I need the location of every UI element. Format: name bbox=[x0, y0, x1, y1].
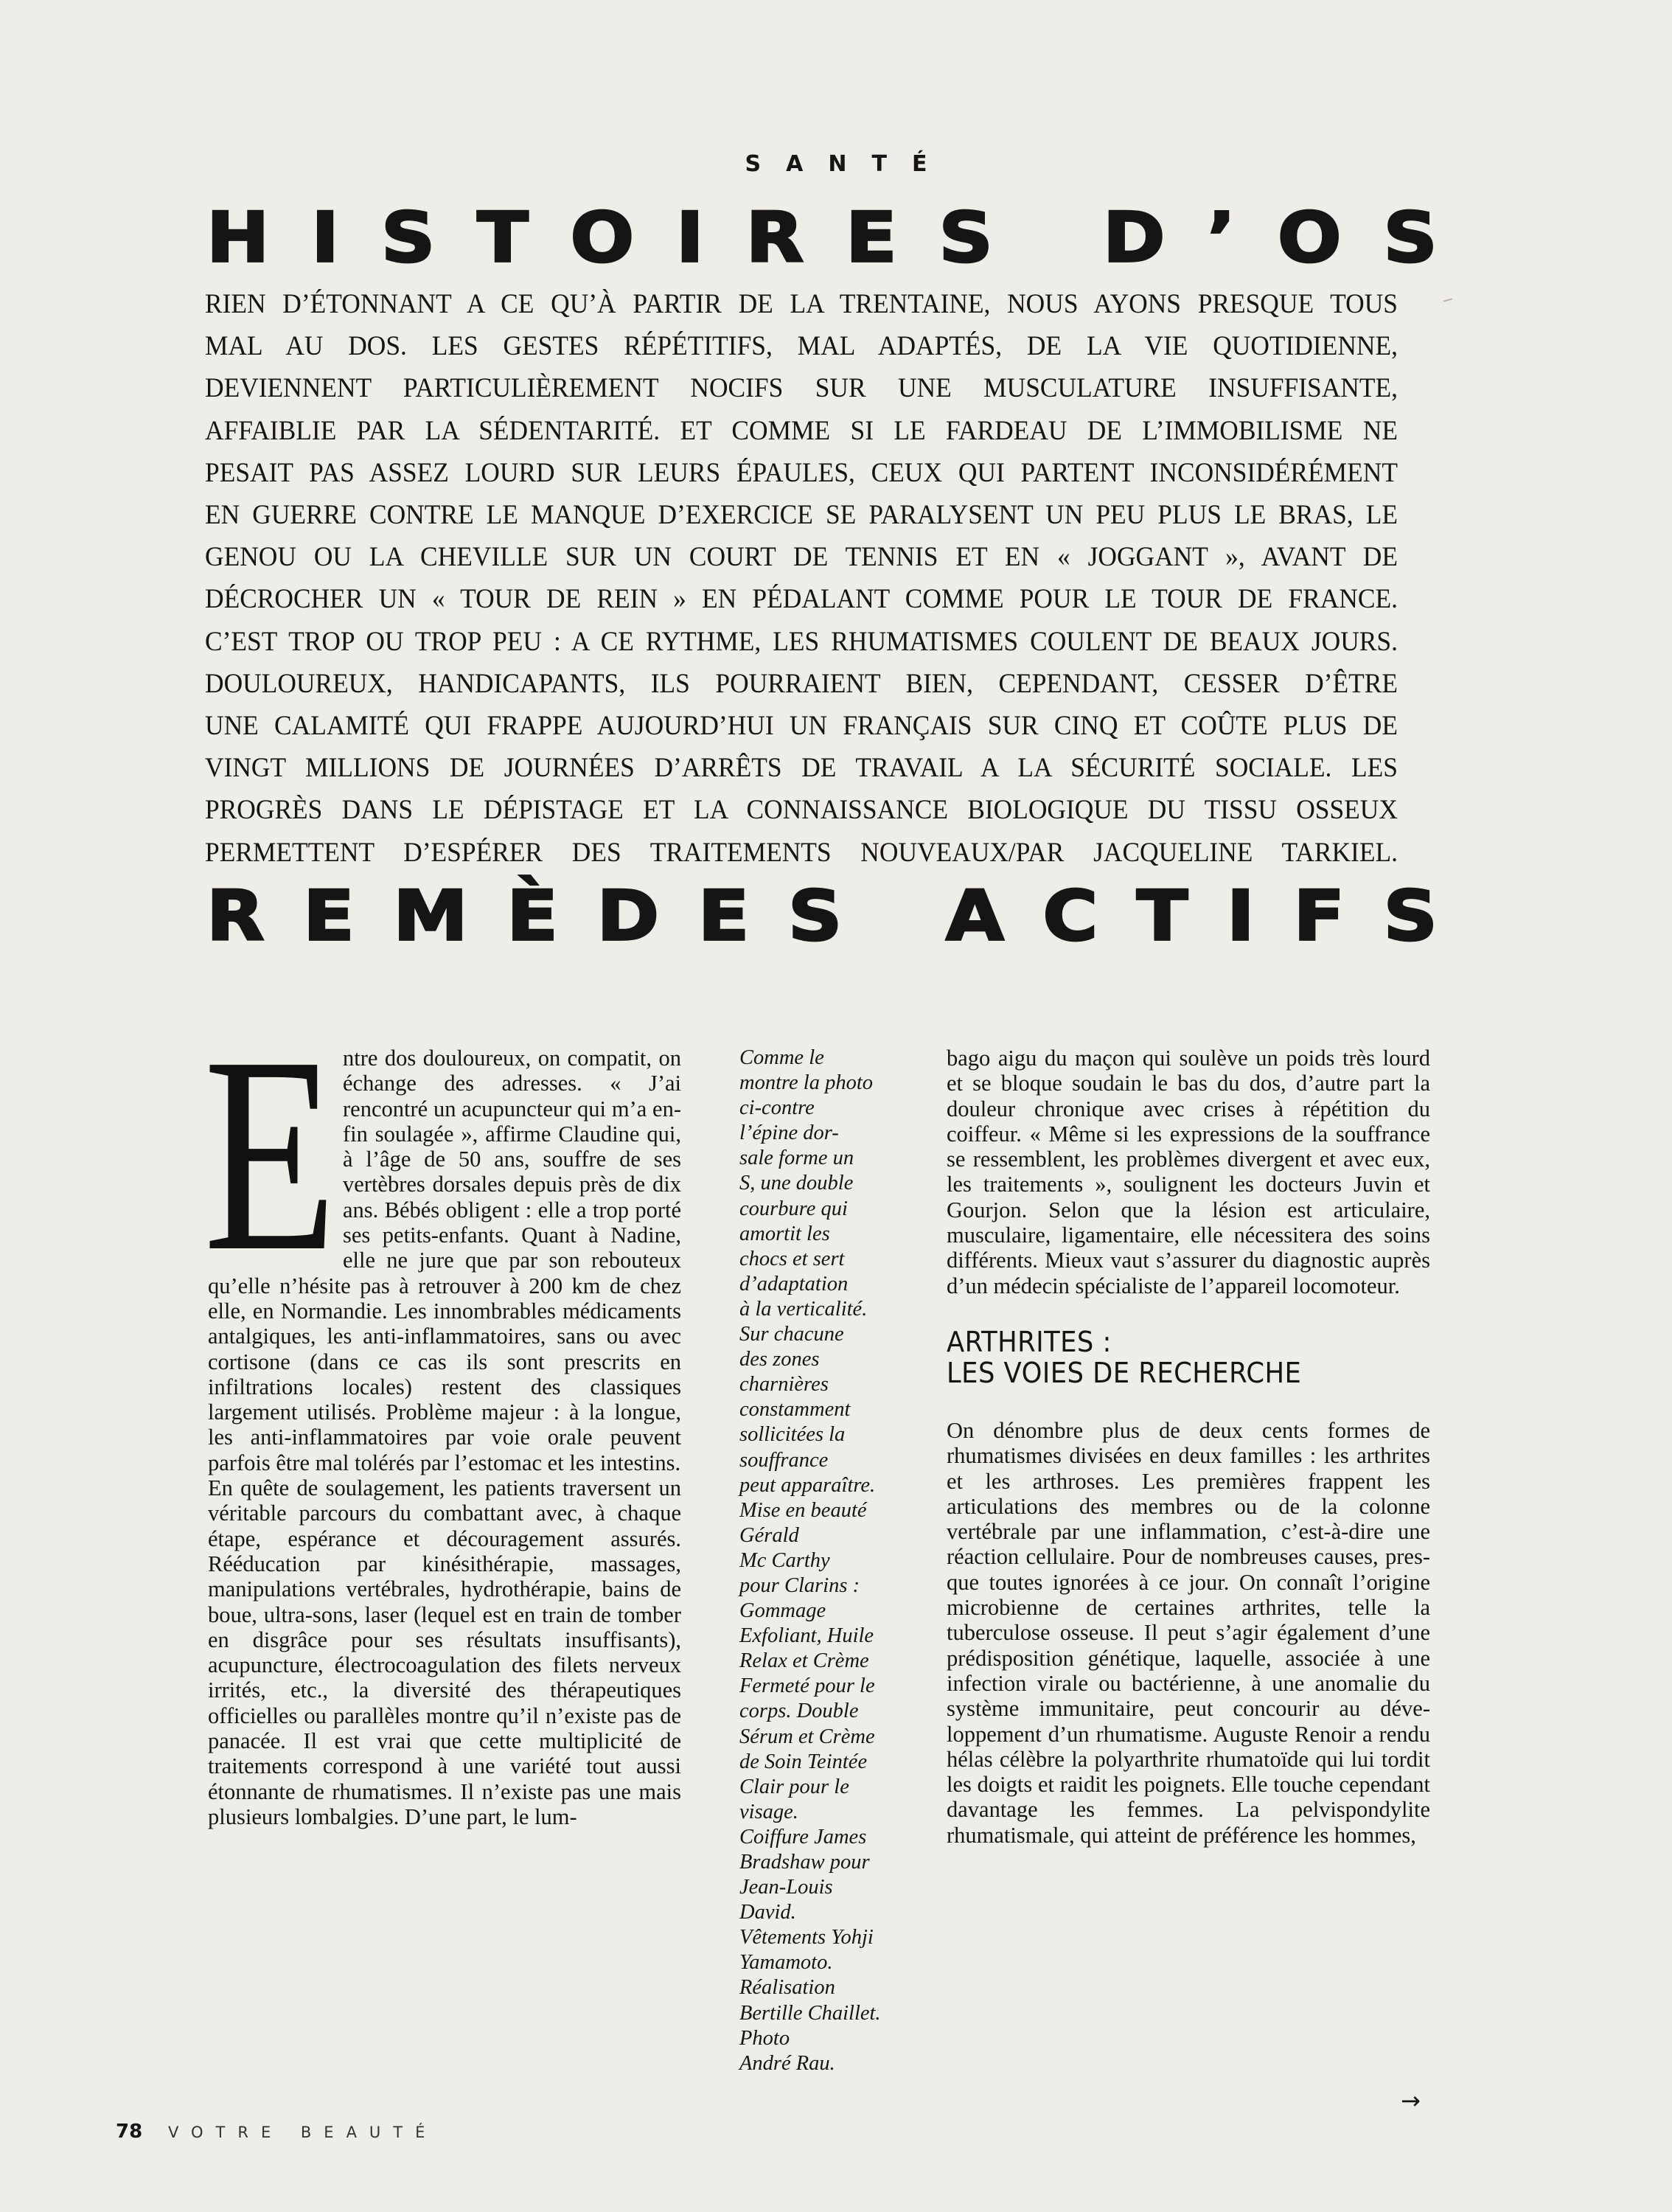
standfirst-line: PESAIT PAS ASSEZ LOURD SUR LEURS ÉPAULES, CEUX QUI PARTENT INCONSIDÉRÉMENT bbox=[205, 456, 1398, 487]
caption-line: Sérum et Crème bbox=[739, 1725, 875, 1748]
caption-line: charnières bbox=[739, 1373, 829, 1397]
title-letter: D bbox=[1102, 197, 1166, 279]
caption-line: corps. Double bbox=[739, 1700, 859, 1723]
title-letter: E bbox=[697, 875, 750, 957]
drop-cap: E bbox=[203, 999, 338, 1310]
title-letter: M bbox=[393, 875, 468, 957]
standfirst-line: RIEN D’ÉTONNANT A CE QU’À PARTIR DE LA TRENTAINE, NOUS AYONS PRESQUE TOUS bbox=[205, 288, 1398, 319]
caption-line: Sur chacune bbox=[739, 1323, 844, 1346]
title-letter: D bbox=[596, 875, 660, 957]
title-space bbox=[881, 879, 908, 953]
photo-caption bbox=[739, 1046, 913, 2076]
caption-line: Mise en beauté bbox=[739, 1498, 867, 1522]
title-letter: S bbox=[380, 197, 436, 279]
title-letter: F bbox=[1293, 875, 1345, 957]
title-letter: R bbox=[206, 875, 265, 957]
title-letter: T bbox=[477, 197, 529, 279]
section-rubric: SANTÉ bbox=[745, 151, 952, 177]
caption-line: d’adaptation bbox=[739, 1272, 849, 1295]
standfirst-line: GENOU OU LA CHEVILLE SUR UN COURT DE TENNIS ET EN « JOGGANT », AVANT DE bbox=[205, 541, 1398, 572]
standfirst-line: UNE CALAMITÉ QUI FRAPPE AUJOURD’HUI UN FRANÇAIS SUR CINQ ET COÛTE PLUS DE bbox=[205, 710, 1398, 741]
caption-line: Exfoliant, Huile bbox=[739, 1624, 874, 1648]
title-letter: E bbox=[845, 197, 897, 279]
title-letter: ’ bbox=[1207, 197, 1236, 279]
title-letter: I bbox=[311, 197, 340, 279]
title-letter: C bbox=[1042, 875, 1098, 957]
caption-line: Bradshaw pour bbox=[739, 1851, 870, 1874]
second-title bbox=[206, 875, 1438, 957]
standfirst-line: PROGRÈS DANS LE DÉPISTAGE ET LA CONNAISSANCE BIOLOGIQUE DU TISSU OSSEUX bbox=[205, 794, 1398, 825]
page-number: 78 bbox=[116, 2121, 143, 2143]
title-letter: H bbox=[206, 197, 270, 279]
title-letter: E bbox=[303, 875, 355, 957]
caption-line: Vêtements Yohji bbox=[739, 1926, 874, 1950]
caption-line: sollicitées la bbox=[739, 1423, 846, 1447]
caption-line: l’épine dor- bbox=[739, 1121, 839, 1145]
caption-line: montre la photo bbox=[739, 1071, 874, 1095]
caption-line: Bertille Chaillet. bbox=[739, 2001, 881, 2025]
standfirst bbox=[205, 282, 1398, 873]
title-letter: I bbox=[1226, 875, 1255, 957]
article-column-1 bbox=[203, 999, 681, 1829]
title-letter: S bbox=[938, 197, 993, 279]
caption-line: S, une double bbox=[739, 1172, 854, 1195]
standfirst-line: MAL AU DOS. LES GESTES RÉPÉTITIFS, MAL ADAPTÉS, DE LA VIE QUOTIDIENNE, bbox=[205, 330, 1398, 361]
title-letter: S bbox=[787, 875, 843, 957]
margin-mark bbox=[1443, 298, 1452, 302]
standfirst-line: VINGT MILLIONS DE JOURNÉES D’ARRÊTS DE TRAVAIL A LA SÉCURITÉ SOCIALE. LES bbox=[205, 752, 1398, 783]
title-letter: A bbox=[945, 875, 1004, 957]
caption-line: Gommage bbox=[739, 1599, 826, 1623]
standfirst-line: DEVIENNENT PARTICULIÈREMENT NOCIFS SUR UNE MUSCULATURE INSUFFISANTE, bbox=[205, 372, 1398, 403]
paragraph: bago aigu du maçon qui soulève un poids très lourd et se bloque soudain le bas du dos, d’autre part la douleur chronique avec crises à répétition du coiffeur. « Même si les expressions de la souffrance se ressemblent, les problèmes divergent et avec eux, les traitements », soulignent les docteurs Juvin et Gourjon. Selon que la lésion est articulaire, musculaire, ligamentaire, elle nécessitera des soins différents. Mieux vaut s’assurer du diagnostic auprès d’un médecin spécialiste de l’appareil locomoteur. bbox=[947, 1046, 1430, 1298]
title-letter: R bbox=[745, 197, 804, 279]
caption-line: de Soin Teintée bbox=[739, 1750, 868, 1773]
caption-line: Réalisation bbox=[739, 1976, 835, 2000]
caption-line: Fermeté pour le bbox=[739, 1674, 875, 1698]
caption-line: peut apparaître. bbox=[739, 1473, 876, 1497]
magazine-name: VOTRE BEAUTÉ bbox=[168, 2124, 438, 2141]
standfirst-line: DÉCROCHER UN « TOUR DE REIN » EN PÉDALANT COMME POUR LE TOUR DE FRANCE. bbox=[205, 583, 1398, 614]
caption-line: David. bbox=[739, 1901, 796, 1924]
caption-line: à la verticalité. bbox=[739, 1297, 868, 1321]
caption-line: sale forme un bbox=[739, 1147, 854, 1170]
caption-line: Coiffure James bbox=[739, 1825, 867, 1848]
caption-line: souffrance bbox=[739, 1448, 829, 1472]
caption-line: André Rau. bbox=[739, 2051, 835, 2075]
caption-line: des zones bbox=[739, 1348, 820, 1371]
paragraph: En quête de soulagement, les patients traversent un véritable parcours du combattant avec, à chaque étape, espérance et découragement assurés. Rééducation par kinésithérapie, massages, manipulations vertébrales, hydrothérapie, bains de boue, ultra-sons, laser (lequel est en train de tomber en disgrâce pour ses résultats insuffisants), acupuncture, électrocoagulation des filets nerveux irrités, etc., la diversité des thérapeutiques officielles ou parallèles montre qu’il n’existe pas de panacée. Il est vrai que cette multiplicité de traitements correspond à une variété tout aussi étonnante de rhumatismes. Il n’existe pas une mais plusieurs lombalgies. D’une part, le lum- bbox=[208, 1475, 681, 1829]
title-letter: O bbox=[1277, 197, 1342, 279]
title-letter: S bbox=[1383, 197, 1438, 279]
caption-line: Yamamoto. bbox=[739, 1951, 833, 1975]
paragraph: ntre dos douloureux, on compatit, on échange des adresses. « J’ai rencontré un acupuncteur qui m’a enfin soulagée », affirme Claudine qui, à l’âge de 50 ans, souffre de ses vertèbres dorsales depuis près de dix ans. Bébés obligent : elle a trop porté ses petits-enfants. Quant à Nadine, elle ne jure que par son rebouteux qu’elle n’hésite pas à retrouver à 200 km de chez elle, en Normandie. Les innombrables médicaments antalgiques, les anti-inflammatoires, sans ou avec cortisone (dans ce cas ils sont prescrits en infiltrations locales) restent des classiques largement utilisés. Problème majeur : à la longue, les anti-inflammatoires par voie orale peuvent parfois être mal tolérés par l’estomac et les intestins. bbox=[208, 1046, 681, 1475]
title-letter: O bbox=[570, 197, 635, 279]
title-letter: T bbox=[1136, 875, 1188, 957]
article-column-3 bbox=[947, 1046, 1430, 1848]
section-subheading bbox=[947, 1326, 1396, 1388]
caption-line: Photo bbox=[739, 2026, 790, 2050]
main-title bbox=[206, 197, 1438, 279]
caption-line: Mc Carthy bbox=[739, 1548, 830, 1572]
caption-line: Relax et Crème bbox=[739, 1649, 869, 1673]
caption-line: amortit les bbox=[739, 1222, 830, 1245]
standfirst-line: C’EST TROP OU TROP PEU : A CE RYTHME, LES RHUMATISMES COULENT DE BEAUX JOURS. bbox=[205, 625, 1398, 656]
caption-line: Gérald bbox=[739, 1523, 799, 1547]
caption-line: constamment bbox=[739, 1398, 851, 1422]
paragraph: On dénombre plus de deux cents formes de rhumatismes divisées en deux familles : les arthrites et les arthroses. Les premières frappent les articulations des membres ou de la colonne vertébrale par une inflammation, c’est-à-dire une réaction cellulaire. Pour de nombreuses causes, presque toutes ignorées à ce jour. On connaît l’origine microbienne de certaines arthrites, telle la tuberculose osseuse. Il peut s’agir également d’une prédisposition génétique, laquelle, associée à une infection virale ou bactérienne, à une anomalie du système immunitaire, peut concourir au développement d’un rhumatisme. Auguste Renoir a rendu hélas célèbre la polyarthrite rhumatoïde qui lui tordit les doigts et raidit les poignets. Elle touche cependant davantage les femmes. La pelvispondylite rhumatismale, qui atteint de préférence les hommes, bbox=[947, 1417, 1430, 1848]
title-letter: I bbox=[675, 197, 704, 279]
caption-line: pour Clarins : bbox=[739, 1573, 860, 1597]
title-space bbox=[1035, 201, 1062, 275]
caption-line: courbure qui bbox=[739, 1197, 848, 1220]
caption-line: chocs et sert bbox=[739, 1247, 845, 1270]
title-letter: S bbox=[1383, 875, 1438, 957]
standfirst-line: AFFAIBLIE PAR LA SÉDENTARITÉ. ET COMME SI LE FARDEAU DE L’IMMOBILISME NE bbox=[205, 414, 1398, 445]
caption-line: Jean-Louis bbox=[739, 1876, 833, 1899]
caption-line: ci-contre bbox=[739, 1096, 815, 1120]
standfirst-line: PERMETTENT D’ESPÉRER DES TRAITEMENTS NOUVEAUX/PAR JACQUELINE TARKIEL. bbox=[205, 836, 1398, 867]
caption-line: visage. bbox=[739, 1800, 798, 1823]
title-letter: È bbox=[506, 875, 558, 957]
continue-arrow-icon: → bbox=[1401, 2087, 1421, 2115]
caption-line: Clair pour le bbox=[739, 1775, 849, 1798]
subheading-line: LES VOIES DE RECHERCHE bbox=[947, 1356, 1302, 1389]
standfirst-line: DOULOUREUX, HANDICAPANTS, ILS POURRAIENT BIEN, CEPENDANT, CESSER D’ÊTRE bbox=[205, 667, 1398, 698]
subheading-line: ARTHRITES : bbox=[947, 1325, 1112, 1358]
standfirst-line: EN GUERRE CONTRE LE MANQUE D’EXERCICE SE PARALYSENT UN PEU PLUS LE BRAS, LE bbox=[205, 499, 1398, 530]
caption-line: Comme le bbox=[739, 1046, 824, 1069]
